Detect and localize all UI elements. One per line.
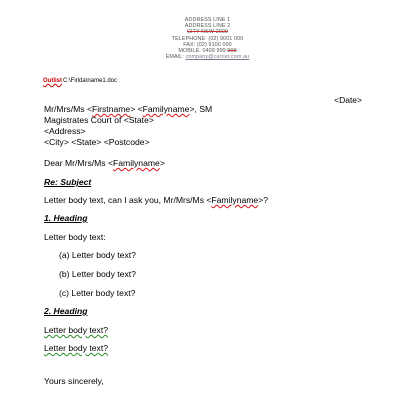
closing: Yours sincerely, xyxy=(44,376,104,386)
body-intro-suffix: >? xyxy=(258,195,269,205)
mobile-text: MOBILE: 0409 999 xyxy=(178,48,228,55)
firstname-field: Firstname xyxy=(91,104,131,114)
list-item-c: (c) Letter body text? xyxy=(59,288,136,298)
list-item-a: (a) Letter body text? xyxy=(59,250,136,260)
recipient-name xyxy=(44,104,212,115)
salutation-familyname: Familyname xyxy=(113,158,160,168)
salutation-suffix: > xyxy=(159,158,165,168)
fax-line: FAX: (02) 9100 000 xyxy=(183,41,232,48)
salutation xyxy=(44,158,165,169)
email-label: EMAIL: xyxy=(165,54,186,61)
body-intro-prefix: Letter body text, can I ask you, Mr/Mrs/Ms < xyxy=(44,195,212,205)
recipient-address: <Address> xyxy=(44,126,86,136)
body-label: Letter body text: xyxy=(44,232,106,242)
body-line-1-text: Letter body text? xyxy=(44,325,109,335)
email-line xyxy=(0,54,415,60)
letterhead xyxy=(0,17,415,60)
body-line-1 xyxy=(44,325,108,336)
recipient-court: Magistrates Court of <State> xyxy=(44,115,154,125)
file-path: C:\Firlda\name1.doc xyxy=(63,78,118,84)
heading-1: 1. Heading xyxy=(44,213,88,223)
heading-2: 2. Heading xyxy=(44,306,88,316)
file-reference-label: Outlist xyxy=(43,78,62,84)
familyname-field: Familyname xyxy=(142,104,190,114)
recipient-name-prefix: Mr/Mrs/Ms < xyxy=(44,104,92,114)
recipient-name-suffix: >, SM xyxy=(189,104,213,114)
address-line-2: ADDRESS LINE 2 xyxy=(184,23,231,30)
telephone-line: TELEPHONE: (02) 9001 000 xyxy=(171,35,244,42)
address-line-1: ADDRESS LINE 1 xyxy=(184,17,231,23)
recipient-city: <City> <State> <Postcode> xyxy=(44,137,150,147)
body-intro-familyname: Familyname xyxy=(211,195,259,205)
file-reference xyxy=(43,78,117,84)
list-item-b: (b) Letter body text? xyxy=(59,269,136,279)
recipient-name-mid: > < xyxy=(130,104,143,114)
subject-line: Re: Subject xyxy=(44,177,92,187)
mobile-struck-text: 999 xyxy=(227,48,237,55)
body-intro xyxy=(44,195,268,206)
salutation-prefix: Dear Mr/Mrs/Ms < xyxy=(44,158,113,168)
email-link[interactable]: company@carrier.com.au xyxy=(185,54,250,61)
body-line-2 xyxy=(44,343,108,354)
date-field: <Date> xyxy=(334,95,362,105)
city-text: CITY NSW 2000 xyxy=(186,29,229,36)
body-line-2-text: Letter body text? xyxy=(44,343,109,353)
